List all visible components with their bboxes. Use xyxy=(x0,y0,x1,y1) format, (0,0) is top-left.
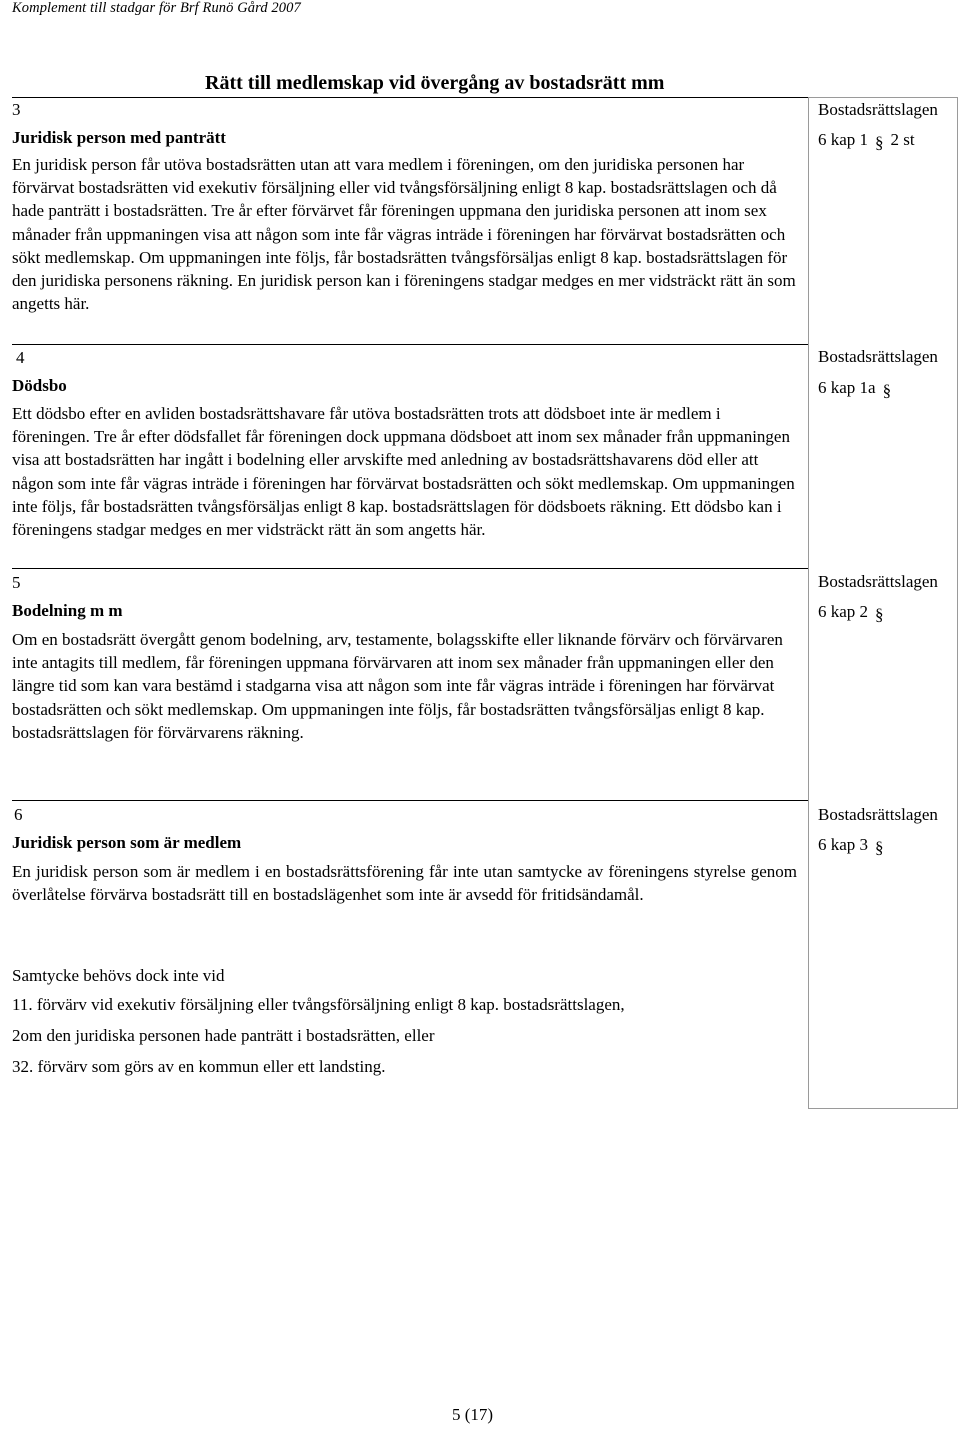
section-body: Om en bostadsrätt övergått genom bodelning, arv, testamente, bolagsskifte eller liknande förvärv och förvärvaren inte antagits till medlem, får föreningen uppmana förvärvaren att inom sex månader från uppmaningen eller den längre tid som kan vara bestämd i stadgarna visa att någon som inte får vägras inträde i föreningen har förvärvat bostadsrätten och sökt medlemskap. Om uppmaningen inte följs, får bostadsrätten tvångsförsäljas enligt 8 kap. bostadsrättslagen för förvärvarens räkning. xyxy=(12,630,783,742)
section-number: 4 xyxy=(16,348,25,367)
section-body: En juridisk person får utöva bostadsrätten utan att vara medlem i föreningen, om den juridiska personen har förvärvat bostadsrätten vid exekutiv försäljning eller vid tvångsförsäljning enligt 8 kap. bostadsrättslagen och då hade panträtt i bostadsrätten. Tre år efter förvärvet får föreningen uppmana den juridiska personen att inom sex månader från uppmaningen visa att någon som inte får vägras inträde i föreningen har förvärvat bostadsrätten och sökt medlemskap. Om uppmaningen inte följs, får bostadsrätten tvångsförsäljas enligt 8 kap. bostadsrättslagen för den juridiska personens räkning. En juridisk person kan i föreningens stadgar medges en mer vidsträckt rätt än som angetts här. xyxy=(12,155,796,314)
ref-law: Bostadsrättslagen xyxy=(818,805,938,824)
ref-law: Bostadsrättslagen xyxy=(818,100,938,119)
divider-top xyxy=(12,97,808,98)
ref-law: Bostadsrättslagen xyxy=(818,572,938,591)
consent-intro: Samtycke behövs dock inte vid xyxy=(12,966,225,985)
ref-chapter xyxy=(818,130,915,150)
section-number: 3 xyxy=(12,100,21,119)
consent-item: 32. förvärv som görs av en kommun eller ett landsting. xyxy=(12,1057,386,1076)
divider-section-6 xyxy=(12,800,808,801)
chapter-title: Rätt till medlemskap vid övergång av bostadsrätt mm xyxy=(205,72,665,94)
consent-item: 11. förvärv vid exekutiv försäljning eller tvångsförsäljning enligt 8 kap. bostadsrättslagen, xyxy=(12,995,625,1014)
ref-chapter-text: 6 kap 2 xyxy=(818,602,869,621)
section-body: Ett dödsbo efter en avliden bostadsrättshavare får utöva bostadsrätten trots att dödsboet inte är medlem i föreningen. Tre år efter dödsfallet får föreningen dock uppmana dödsboet att inom sex månader från uppmaningen visa att bostadsrätten har ingått i bodelning eller arvskifte med anledning av bostadsrättshavarens död eller att någon som inte får vägras inträde i föreningen har förvärvat bostadsrätten och sökt medlemskap. Om uppmaningen inte följs, får bostadsrätten tvångsförsäljas enligt 8 kap. bostadsrättslagen för dödsboets räkning. Ett dödsbo kan i föreningens stadgar medges en mer vidsträckt rätt än som angetts här. xyxy=(12,404,795,540)
divider-section-4 xyxy=(12,344,808,345)
section-body: En juridisk person som är medlem i en bostadsrättsförening får inte utan samtycke av föreningens styrelse genom överlåtelse förvärva bostadsrätt till en bostadslägenhet som inte är avsedd för fritidsändamål. xyxy=(12,862,797,905)
ref-chapter-text: 6 kap 1a xyxy=(818,378,876,397)
section-heading: Juridisk person med panträtt xyxy=(12,128,226,147)
running-header: Komplement till stadgar för Brf Runö Gård 2007 xyxy=(12,0,301,16)
ref-suffix: 2 st xyxy=(890,130,915,149)
section-heading: Bodelning m m xyxy=(12,601,123,620)
ref-chapter xyxy=(818,602,886,622)
ref-chapter-text: 6 kap 1 xyxy=(818,130,869,149)
section-sign-icon: § xyxy=(875,133,884,152)
section-heading: Dödsbo xyxy=(12,376,67,395)
section-number: 6 xyxy=(14,805,23,824)
section-number: 5 xyxy=(12,573,21,592)
page-number: 5 (17) xyxy=(452,1405,494,1424)
consent-item: 2om den juridiska personen hade panträtt i bostadsrätten, eller xyxy=(12,1026,435,1045)
ref-law: Bostadsrättslagen xyxy=(818,347,938,366)
ref-chapter xyxy=(818,378,894,398)
section-sign-icon: § xyxy=(882,381,892,400)
divider-section-5 xyxy=(12,568,808,569)
ref-chapter-text: 6 kap 3 xyxy=(818,835,869,854)
section-sign-icon: § xyxy=(875,605,884,624)
ref-chapter xyxy=(818,835,886,855)
section-sign-icon: § xyxy=(875,838,884,857)
section-heading: Juridisk person som är medlem xyxy=(12,833,242,852)
